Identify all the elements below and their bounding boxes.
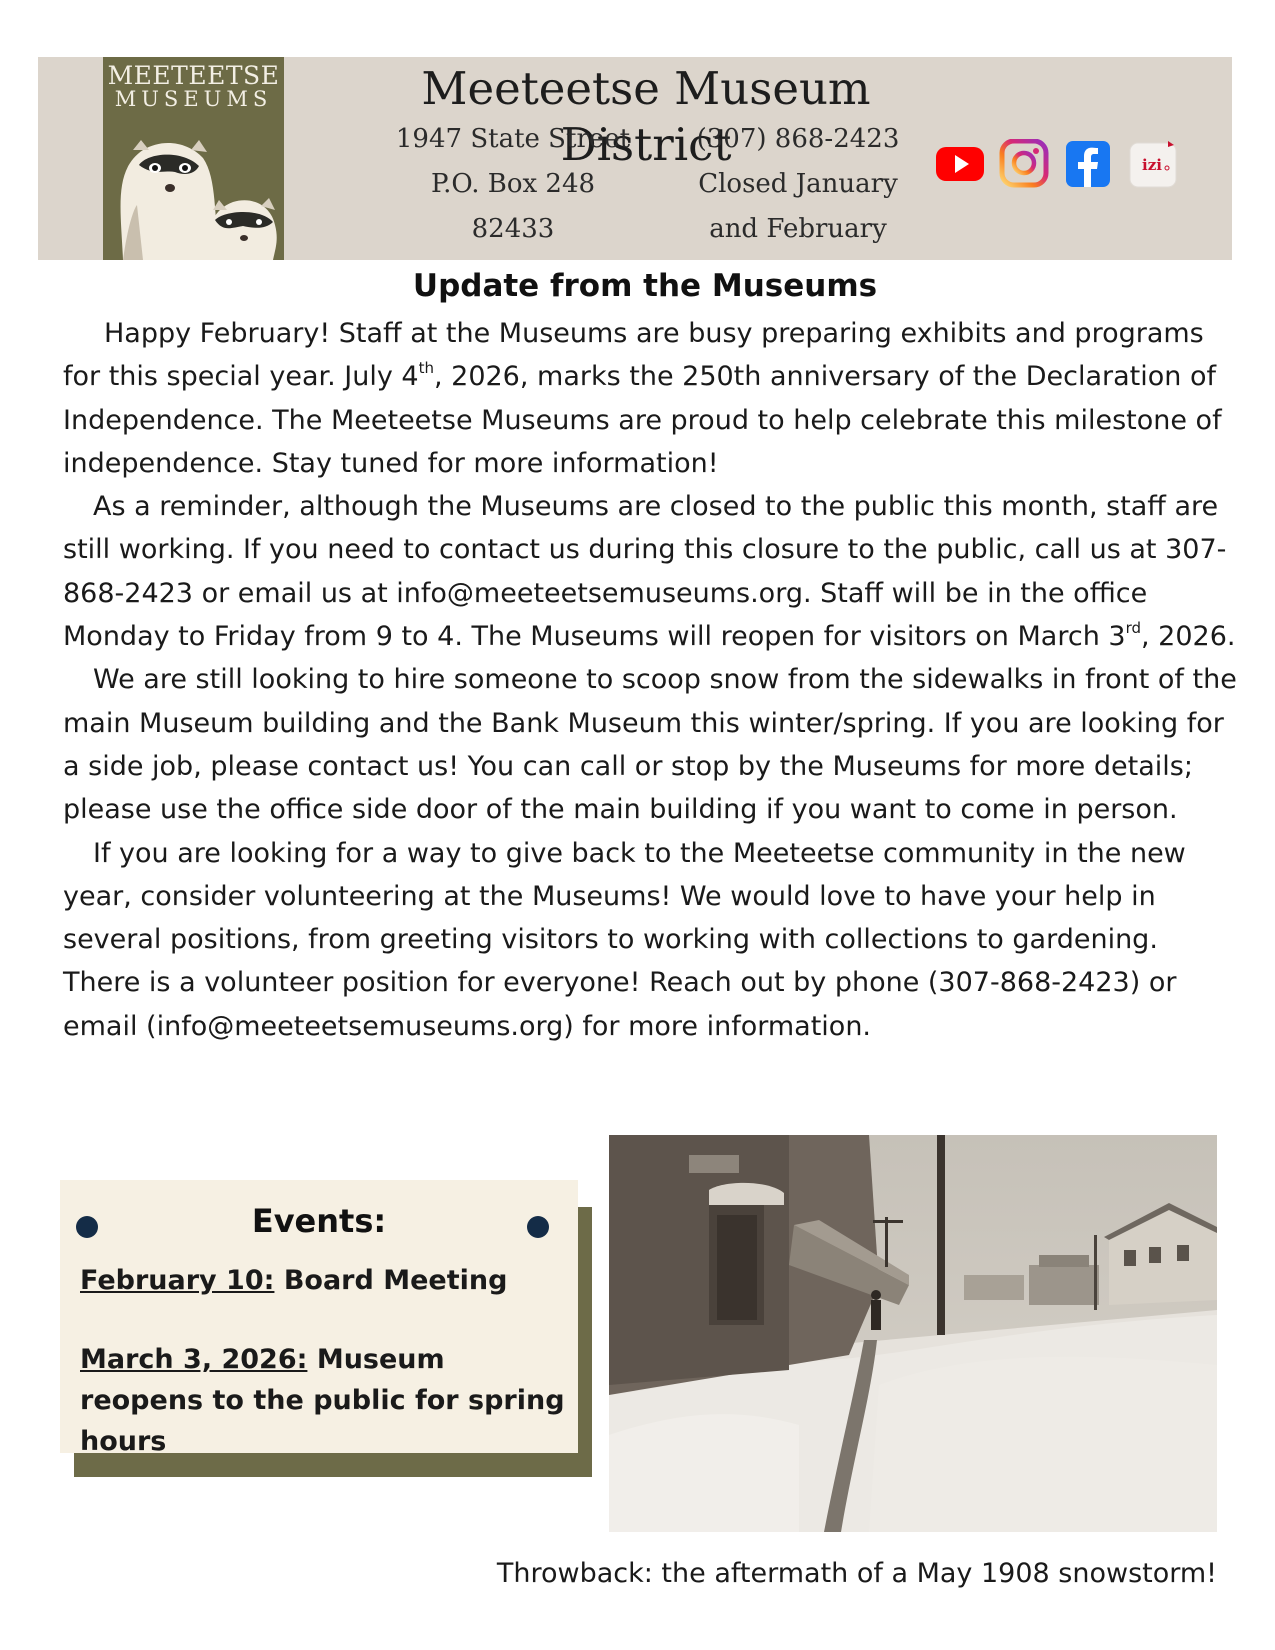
paragraph-intro-part2: , 2026, marks the 250th anniversary of the Declaration of Independence. The Meeteetse Museums are proud to help celebrate this milestone of independence. Stay tuned for more information! (63, 361, 1222, 479)
logo-text (103, 63, 284, 110)
contact-hours-line1: Closed January (698, 169, 898, 199)
paragraph-intro (63, 312, 1243, 485)
museum-logo (103, 57, 284, 260)
address-street: 1947 State Street (395, 124, 631, 154)
district-title: Meeteetse Museum District (421, 62, 871, 172)
logo-line-2: MUSEUMS (114, 87, 273, 111)
paragraph-snow-job: We are still looking to hire someone to scoop snow from the sidewalks in front of the main Museum building and the Bank Museum this winter/spring. If you are looking for a side job, please contact us! You can call or stop by the Museums for more details; please use the office side door of the main building if you want to come in person. (63, 664, 1237, 826)
event-item (80, 1260, 570, 1301)
event-date: March 3, 2026: (80, 1344, 308, 1375)
address-zip: 82433 (471, 214, 555, 244)
svg-text:izi: izi (1142, 156, 1162, 174)
contact-phone: (307) 868-2423 (696, 124, 900, 154)
historic-snowstorm-photo (609, 1135, 1217, 1532)
superscript-rd: rd (1125, 619, 1142, 638)
facebook-icon[interactable] (1062, 139, 1114, 189)
address-block (368, 117, 658, 252)
article-body (63, 312, 1243, 1048)
photo-caption: Throwback: the aftermath of a May 1908 snowstorm! (496, 1558, 1217, 1589)
article-heading: Update from the Museums (412, 268, 878, 304)
contact-block (653, 117, 943, 252)
contact-hours-line2: and February (709, 214, 887, 244)
instagram-icon[interactable] (998, 139, 1050, 189)
logo-line-1: MEETEETSE (107, 61, 280, 90)
izi-travel-icon[interactable] (1128, 139, 1180, 189)
event-item (80, 1339, 570, 1462)
paragraph-reminder-part2: , 2026. (1141, 621, 1236, 653)
ferret-illustration (103, 110, 284, 260)
paragraph-intro-part1: Happy February! Staff at the Museums are busy preparing exhibits and programs for this special year. July 4 (63, 318, 1204, 393)
events-list (80, 1260, 570, 1462)
youtube-icon[interactable] (934, 139, 986, 189)
event-date: February 10: (80, 1265, 275, 1296)
events-title: Events: (251, 1202, 387, 1240)
superscript-th: th (418, 359, 434, 378)
events-box (60, 1180, 578, 1457)
address-po-box: P.O. Box 248 (430, 169, 596, 199)
event-description: Board Meeting (274, 1265, 508, 1296)
paragraph-reminder (63, 485, 1243, 658)
header-banner (38, 57, 1232, 260)
paragraph-volunteer: If you are looking for a way to give back to the Meeteetse community in the new year, consider volunteering at the Museums! We would love to have your help in several positions, from greeting visitors to working with collections to gardening. There is a volunteer position for everyone! Reach out by phone (307-868-2423) or email (info@meeteetsemuseums.org) for more information. (63, 837, 1186, 1042)
paragraph-reminder-part1: As a reminder, although the Museums are closed to the public this month, staff are still working. If you need to contact us during this closure to the public, call us at 307-868-2423 or email us at info@meeteetsemuseums.org. Staff will be in the office Monday to Friday from 9 to 4. The Museums will reopen for visitors on March 3 (63, 491, 1227, 653)
event-description: Museum reopens to the public for spring hours (80, 1344, 565, 1457)
